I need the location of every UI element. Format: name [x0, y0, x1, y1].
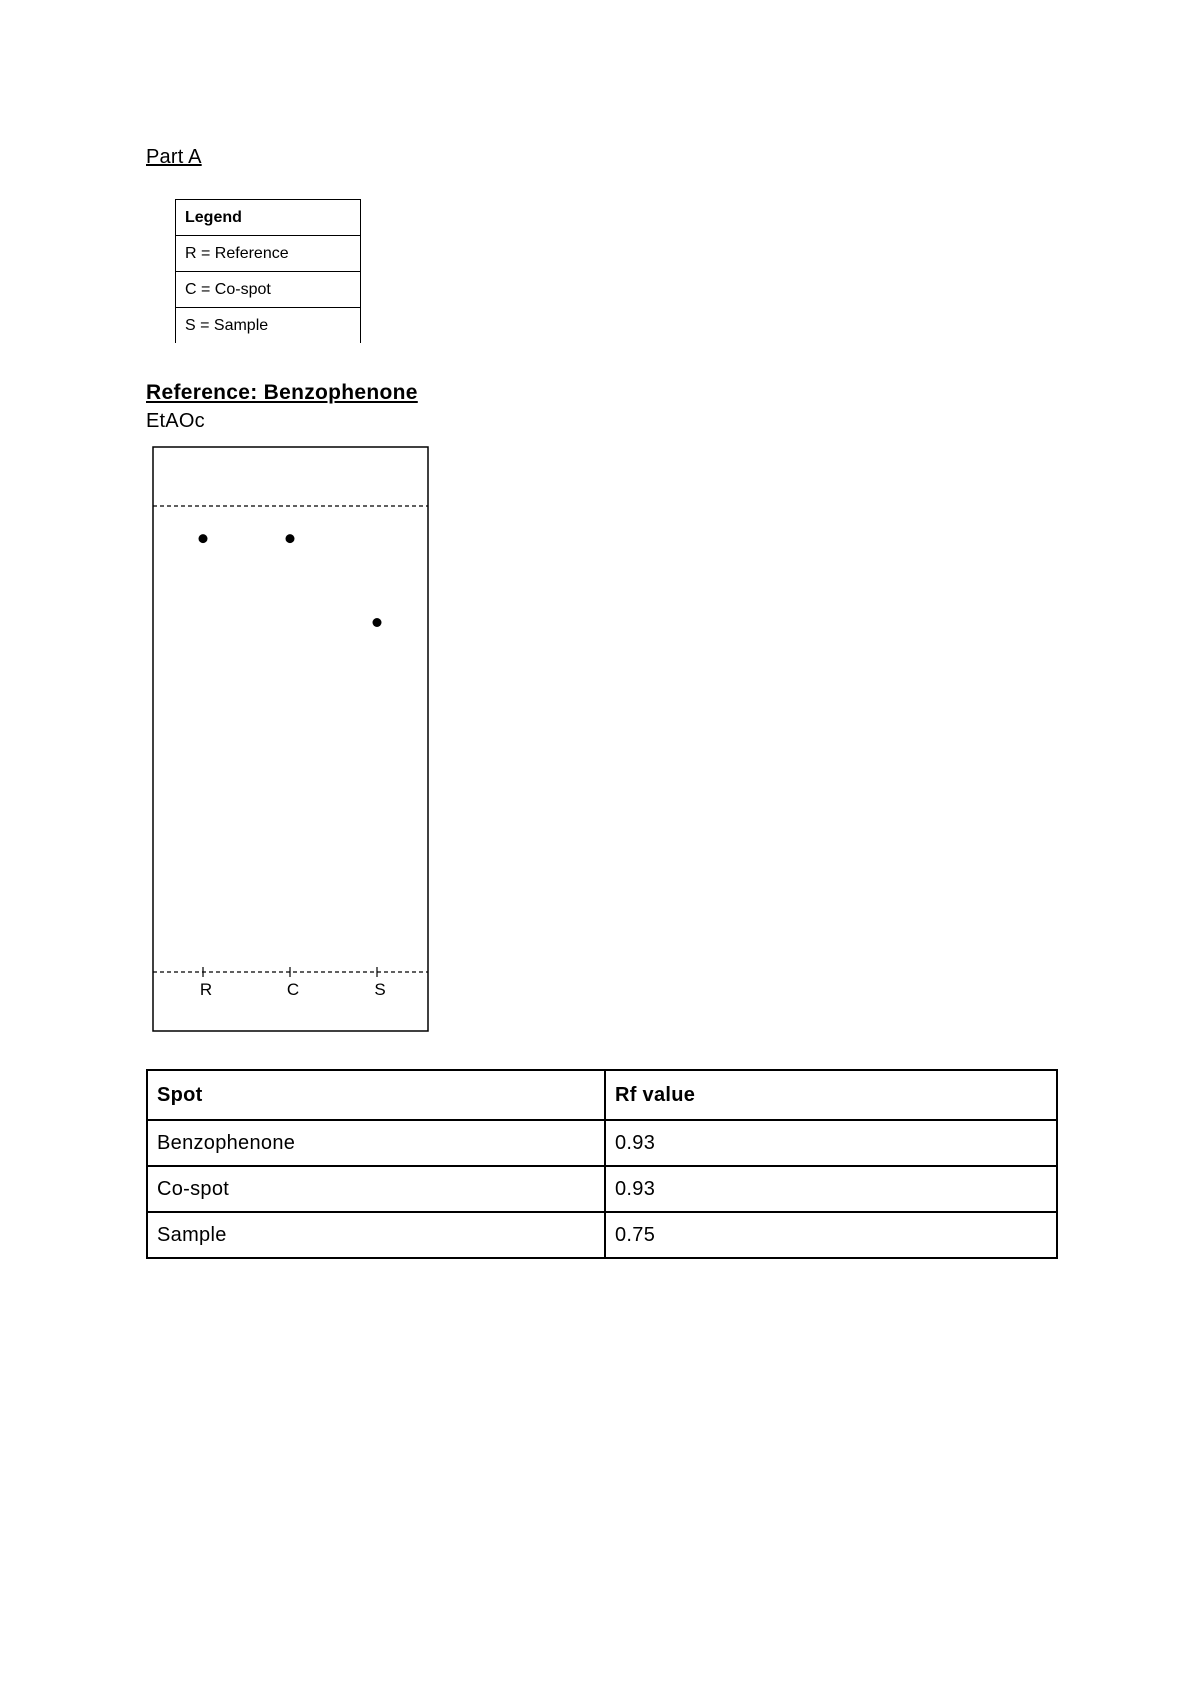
legend-item-cospot: C = Co-spot	[176, 272, 361, 308]
rf-value-cell: 0.93	[605, 1120, 1057, 1166]
part-heading: Part A	[146, 146, 202, 168]
legend-item-sample: S = Sample	[176, 308, 361, 344]
rf-table-header-rf: Rf value	[605, 1070, 1057, 1120]
spot-name-cell: Co-spot	[147, 1166, 605, 1212]
legend-header: Legend	[176, 200, 361, 236]
solvent-label: EtAOc	[146, 410, 205, 432]
table-row	[147, 1166, 1057, 1212]
reference-heading: Reference: Benzophenone	[146, 381, 418, 404]
tlc-spot-c	[286, 534, 295, 543]
rf-table-header-spot: Spot	[147, 1070, 605, 1120]
tlc-spot-r	[199, 534, 208, 543]
legend-table	[175, 199, 361, 343]
lane-label-s: S	[374, 980, 386, 999]
rf-value-cell: 0.75	[605, 1212, 1057, 1258]
legend-item-reference: R = Reference	[176, 236, 361, 272]
lane-label-c: C	[286, 980, 300, 999]
tlc-plate-diagram	[152, 446, 429, 1032]
lane-label-r: R	[199, 980, 213, 999]
rf-value-cell: 0.93	[605, 1166, 1057, 1212]
spot-name-cell: Sample	[147, 1212, 605, 1258]
rf-value-table	[146, 1069, 1058, 1259]
table-row	[147, 1212, 1057, 1258]
tlc-spot-s	[373, 618, 382, 627]
spot-name-cell: Benzophenone	[147, 1120, 605, 1166]
table-row	[147, 1120, 1057, 1166]
